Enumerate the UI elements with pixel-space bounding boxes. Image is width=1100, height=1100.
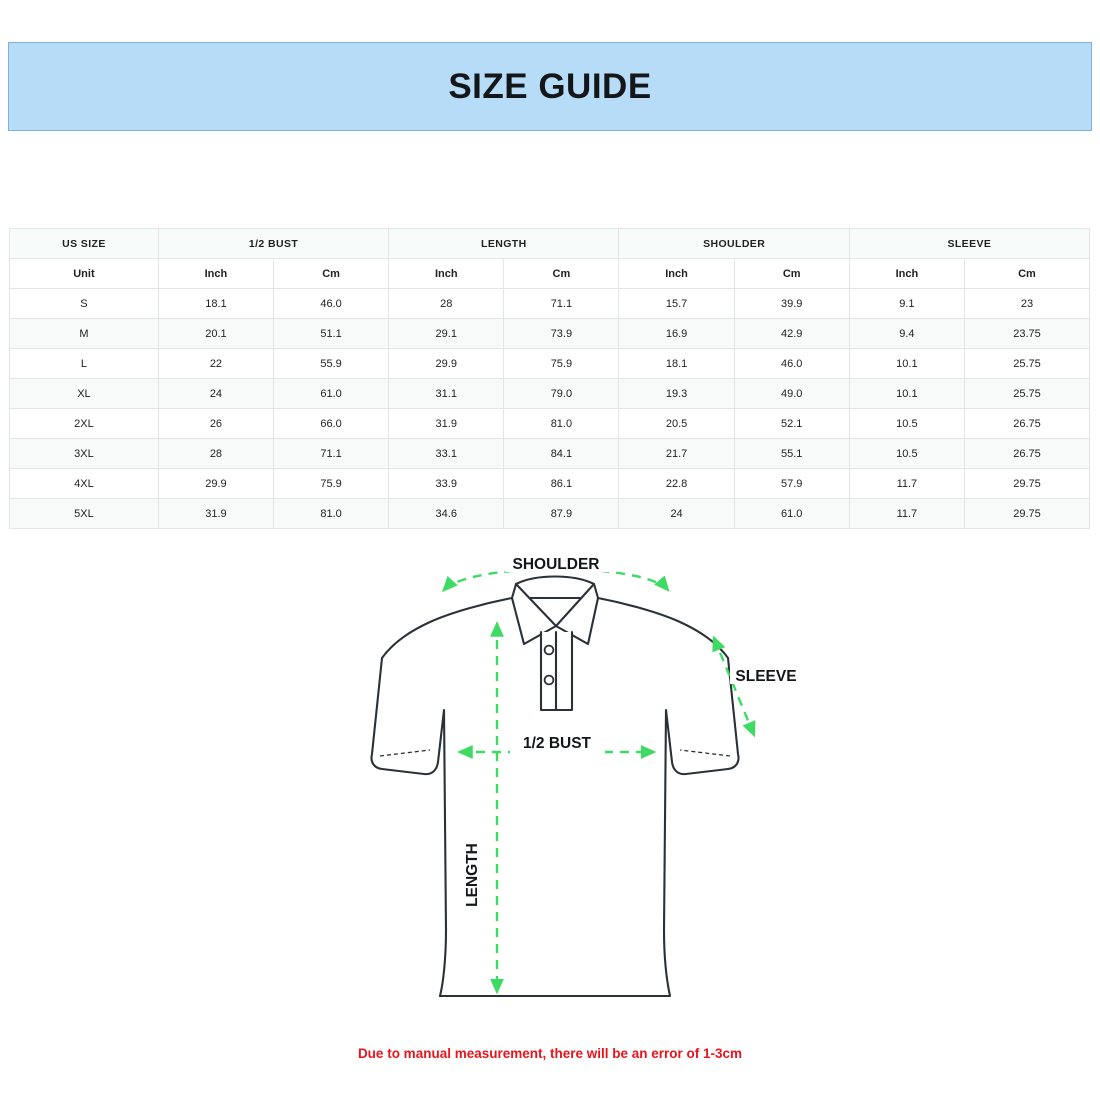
cell-bust-cm: 51.1 <box>274 319 389 349</box>
table-row <box>10 439 1090 469</box>
cell-bust-inch: 24 <box>158 379 273 409</box>
page-title: SIZE GUIDE <box>448 66 652 106</box>
cell-sleeve-inch: 10.5 <box>849 409 964 439</box>
cell-size: 4XL <box>10 469 159 499</box>
bust-label: 1/2 BUST <box>522 735 592 752</box>
cell-size: XL <box>10 379 159 409</box>
cell-bust-inch: 29.9 <box>158 469 273 499</box>
cell-shoulder-inch: 15.7 <box>619 289 734 319</box>
cell-shoulder-inch: 20.5 <box>619 409 734 439</box>
cell-sleeve-inch: 10.1 <box>849 379 964 409</box>
cell-sleeve-inch: 10.1 <box>849 349 964 379</box>
cell-length-inch: 29.9 <box>389 349 504 379</box>
cell-sleeve-cm: 26.75 <box>964 409 1089 439</box>
cell-size: 3XL <box>10 439 159 469</box>
cell-bust-cm: 66.0 <box>274 409 389 439</box>
cell-length-cm: 87.9 <box>504 499 619 529</box>
measurement-diagram <box>0 540 1100 1040</box>
sleeve-label: SLEEVE <box>735 668 797 685</box>
cell-shoulder-inch: 24 <box>619 499 734 529</box>
cell-sleeve-cm: 25.75 <box>964 349 1089 379</box>
table-row <box>10 409 1090 439</box>
cell-sleeve-inch: 10.5 <box>849 439 964 469</box>
cell-size: L <box>10 349 159 379</box>
cell-sleeve-inch: 9.1 <box>849 289 964 319</box>
cell-length-inch: 34.6 <box>389 499 504 529</box>
unit-header-bust-inch: Inch <box>158 259 273 289</box>
cell-bust-inch: 31.9 <box>158 499 273 529</box>
table-row <box>10 319 1090 349</box>
cell-shoulder-cm: 61.0 <box>734 499 849 529</box>
cell-size: 5XL <box>10 499 159 529</box>
table-row <box>10 499 1090 529</box>
cell-bust-cm: 55.9 <box>274 349 389 379</box>
unit-header-row <box>10 259 1090 289</box>
cell-size: 2XL <box>10 409 159 439</box>
unit-header-shoulder-inch: Inch <box>619 259 734 289</box>
cell-length-cm: 71.1 <box>504 289 619 319</box>
cell-shoulder-cm: 39.9 <box>734 289 849 319</box>
measurement-note: Due to manual measurement, there will be an error of 1-3cm <box>357 1046 743 1061</box>
cell-shoulder-inch: 21.7 <box>619 439 734 469</box>
group-header-row <box>10 229 1090 259</box>
table-row <box>10 289 1090 319</box>
cell-sleeve-inch: 11.7 <box>849 469 964 499</box>
unit-header-shoulder-cm: Cm <box>734 259 849 289</box>
size-table-body <box>10 289 1090 529</box>
unit-header-sleeve-cm: Cm <box>964 259 1089 289</box>
cell-shoulder-cm: 42.9 <box>734 319 849 349</box>
shoulder-label: SHOULDER <box>512 556 600 573</box>
cell-bust-cm: 75.9 <box>274 469 389 499</box>
cell-length-inch: 31.1 <box>389 379 504 409</box>
group-header-length: LENGTH <box>389 229 619 259</box>
unit-header-length-inch: Inch <box>389 259 504 289</box>
cell-sleeve-cm: 23.75 <box>964 319 1089 349</box>
cell-length-cm: 84.1 <box>504 439 619 469</box>
cell-length-cm: 86.1 <box>504 469 619 499</box>
cell-shoulder-cm: 57.9 <box>734 469 849 499</box>
group-header-shoulder: SHOULDER <box>619 229 849 259</box>
cell-bust-cm: 81.0 <box>274 499 389 529</box>
group-header-us-size: US SIZE <box>10 229 159 259</box>
cell-bust-inch: 28 <box>158 439 273 469</box>
polo-shirt-illustration <box>371 577 738 997</box>
cell-bust-cm: 61.0 <box>274 379 389 409</box>
cell-size: S <box>10 289 159 319</box>
cell-bust-cm: 46.0 <box>274 289 389 319</box>
unit-header-bust-cm: Cm <box>274 259 389 289</box>
cell-shoulder-inch: 19.3 <box>619 379 734 409</box>
cell-size: M <box>10 319 159 349</box>
cell-shoulder-inch: 22.8 <box>619 469 734 499</box>
button-icon <box>545 676 554 685</box>
cell-sleeve-cm: 26.75 <box>964 439 1089 469</box>
length-label: LENGTH <box>464 843 481 907</box>
cell-shoulder-inch: 16.9 <box>619 319 734 349</box>
cell-bust-inch: 22 <box>158 349 273 379</box>
table-row <box>10 349 1090 379</box>
cell-length-cm: 75.9 <box>504 349 619 379</box>
unit-header-unit: Unit <box>10 259 159 289</box>
size-table-head <box>10 229 1090 289</box>
cell-shoulder-cm: 49.0 <box>734 379 849 409</box>
cell-bust-inch: 20.1 <box>158 319 273 349</box>
cell-sleeve-cm: 29.75 <box>964 499 1089 529</box>
cell-bust-inch: 18.1 <box>158 289 273 319</box>
size-guide-banner <box>8 42 1092 131</box>
cell-length-inch: 33.1 <box>389 439 504 469</box>
cell-length-inch: 33.9 <box>389 469 504 499</box>
group-header-sleeve: SLEEVE <box>849 229 1089 259</box>
cell-shoulder-cm: 52.1 <box>734 409 849 439</box>
cell-length-inch: 29.1 <box>389 319 504 349</box>
cell-length-inch: 28 <box>389 289 504 319</box>
cell-length-cm: 73.9 <box>504 319 619 349</box>
cell-sleeve-cm: 29.75 <box>964 469 1089 499</box>
cell-bust-inch: 26 <box>158 409 273 439</box>
cell-sleeve-cm: 23 <box>964 289 1089 319</box>
cell-shoulder-inch: 18.1 <box>619 349 734 379</box>
cell-sleeve-cm: 25.75 <box>964 379 1089 409</box>
unit-header-length-cm: Cm <box>504 259 619 289</box>
unit-header-sleeve-inch: Inch <box>849 259 964 289</box>
cell-length-inch: 31.9 <box>389 409 504 439</box>
cell-sleeve-inch: 11.7 <box>849 499 964 529</box>
cell-length-cm: 81.0 <box>504 409 619 439</box>
cell-shoulder-cm: 55.1 <box>734 439 849 469</box>
button-icon <box>545 646 554 655</box>
cell-sleeve-inch: 9.4 <box>849 319 964 349</box>
cell-shoulder-cm: 46.0 <box>734 349 849 379</box>
size-table <box>9 228 1090 529</box>
cell-bust-cm: 71.1 <box>274 439 389 469</box>
table-row <box>10 469 1090 499</box>
table-row <box>10 379 1090 409</box>
size-table-container <box>9 228 1090 529</box>
cell-length-cm: 79.0 <box>504 379 619 409</box>
group-header-bust: 1/2 BUST <box>158 229 388 259</box>
